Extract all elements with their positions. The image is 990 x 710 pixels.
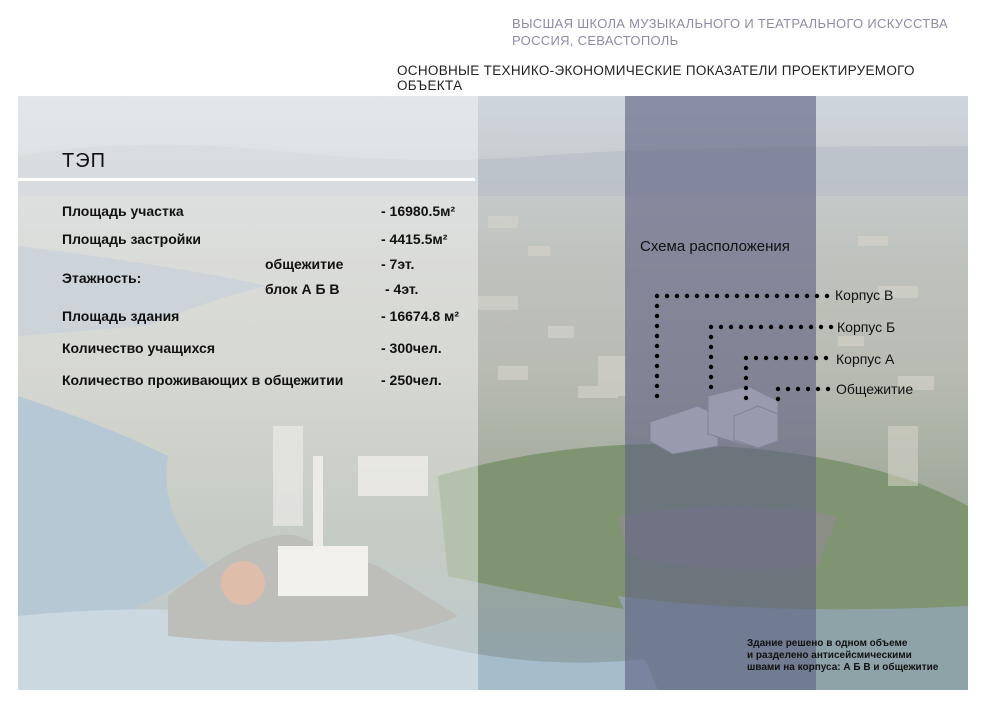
students-value: - 300чел. <box>381 340 442 356</box>
site-area-value: - 16980.5м² <box>381 203 456 219</box>
header-subtitle: ОСНОВНЫЕ ТЕХНИКО-ЭКОНОМИЧЕСКИЕ ПОКАЗАТЕЛИ ПРОЕКТИРУЕМОГО ОБЪЕКТА <box>397 63 915 93</box>
residents-value: - 250чел. <box>381 372 442 388</box>
site-area-label: Площадь участка <box>62 203 184 219</box>
floors-blocks-label: блок А Б В <box>265 281 340 297</box>
header-title-line1: ВЫСШАЯ ШКОЛА МУЗЫКАЛЬНОГО И ТЕАТРАЛЬНОГО ИСКУССТВА <box>512 16 948 31</box>
note-line1: Здание решено в одном объеме <box>747 638 908 649</box>
leader-korpus-v <box>655 294 829 398</box>
floors-blocks-value: - 4эт. <box>385 281 419 297</box>
building-area-value: - 16674.8 м² <box>381 308 460 324</box>
building-area-label: Площадь здания <box>62 308 180 324</box>
students-label: Количество учащихся <box>62 340 215 356</box>
header-title-line2: РОССИЯ, СЕВАСТОПОЛЬ <box>512 33 679 48</box>
leader-korpus-a <box>744 356 828 400</box>
label-korpus-b: Корпус Б <box>837 319 896 335</box>
label-dormitory: Общежитие <box>836 381 914 397</box>
floors-label: Этажность: <box>62 270 142 286</box>
floors-dorm-value: - 7эт. <box>381 256 415 272</box>
label-korpus-a: Корпус А <box>836 351 895 367</box>
leader-dormitory <box>776 387 830 401</box>
label-korpus-v: Корпус В <box>835 287 894 303</box>
built-area-label: Площадь застройки <box>62 231 202 247</box>
note-line2: и разделено антисейсмическими <box>747 650 912 661</box>
floors-dorm-label: общежитие <box>265 256 344 272</box>
note-line3: швами на корпуса: А Б В и общежитие <box>747 662 939 673</box>
scheme-title: Схема расположения <box>640 238 790 255</box>
built-area-value: - 4415.5м² <box>381 231 448 247</box>
tep-title: ТЭП <box>62 150 106 172</box>
structure-note <box>747 638 938 674</box>
residents-label: Количество проживающих в общежитии <box>62 372 344 388</box>
